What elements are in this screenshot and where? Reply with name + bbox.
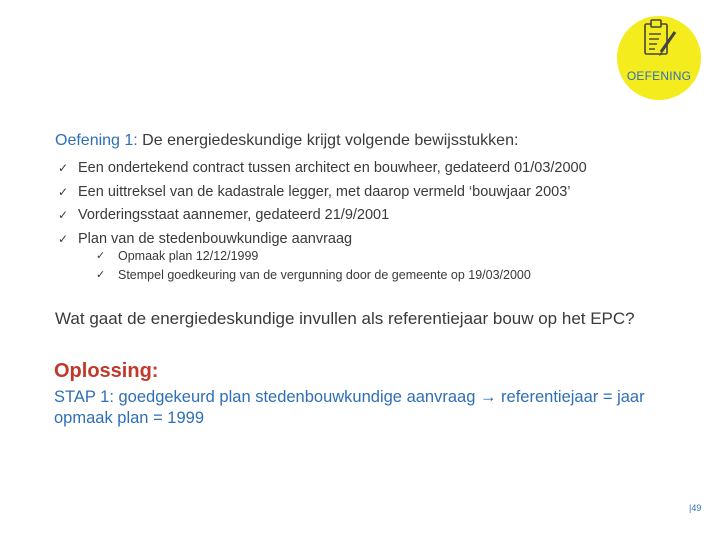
checkmark-icon: ✓	[58, 208, 69, 222]
checkmark-icon: ✓	[58, 231, 69, 246]
list-item-text: Een ondertekend contract tussen architect en bouwheer, gedateerd 01/03/2000	[78, 160, 587, 176]
badge-label: OEFENING	[626, 69, 692, 83]
sublist-item-text: Opmaak plan 12/12/1999	[118, 249, 259, 263]
checkmark-icon: ✓	[96, 269, 106, 281]
solution-heading: Oplossing:	[54, 360, 159, 382]
question-text: Wat gaat de energiedeskundige invullen als referentiejaar bouw op het EPC?	[55, 309, 635, 328]
list-item-text: Vorderingsstaat aannemer, gedateerd 21/9/2001	[78, 207, 390, 223]
list-item-text: Plan van de stedenbouwkundige aanvraag	[78, 230, 353, 247]
sublist-item	[96, 266, 531, 285]
checkmark-icon: ✓	[58, 161, 69, 175]
exercise-title-lead: Oefening 1:	[55, 132, 138, 149]
solution-text: STAP 1: goedgekeurd plan stedenbouwkundige aanvraag → referentiejaar = jaar opmaak plan = 1999	[54, 388, 645, 427]
sublist-item	[96, 247, 531, 266]
evidence-list	[58, 157, 587, 251]
exercise-title	[55, 132, 518, 150]
clipboard-pencil-icon	[639, 18, 683, 70]
checkmark-icon: ✓	[96, 250, 106, 262]
list-item-text: Een uittreksel van de kadastrale legger, met daarop vermeld ‘bouwjaar 2003’	[78, 183, 571, 200]
page-number: |49	[689, 503, 702, 513]
checkmark-icon: ✓	[58, 184, 69, 199]
list-item	[58, 157, 587, 181]
exercise-title-text: De energiedeskundige krijgt volgende bewijsstukken:	[137, 132, 519, 149]
list-item	[58, 204, 587, 228]
plan-sublist	[96, 247, 531, 285]
oefening-badge	[617, 16, 701, 100]
list-item	[58, 181, 587, 205]
sublist-item-text: Stempel goedkeuring van de vergunning door de gemeente op 19/03/2000	[118, 268, 531, 282]
